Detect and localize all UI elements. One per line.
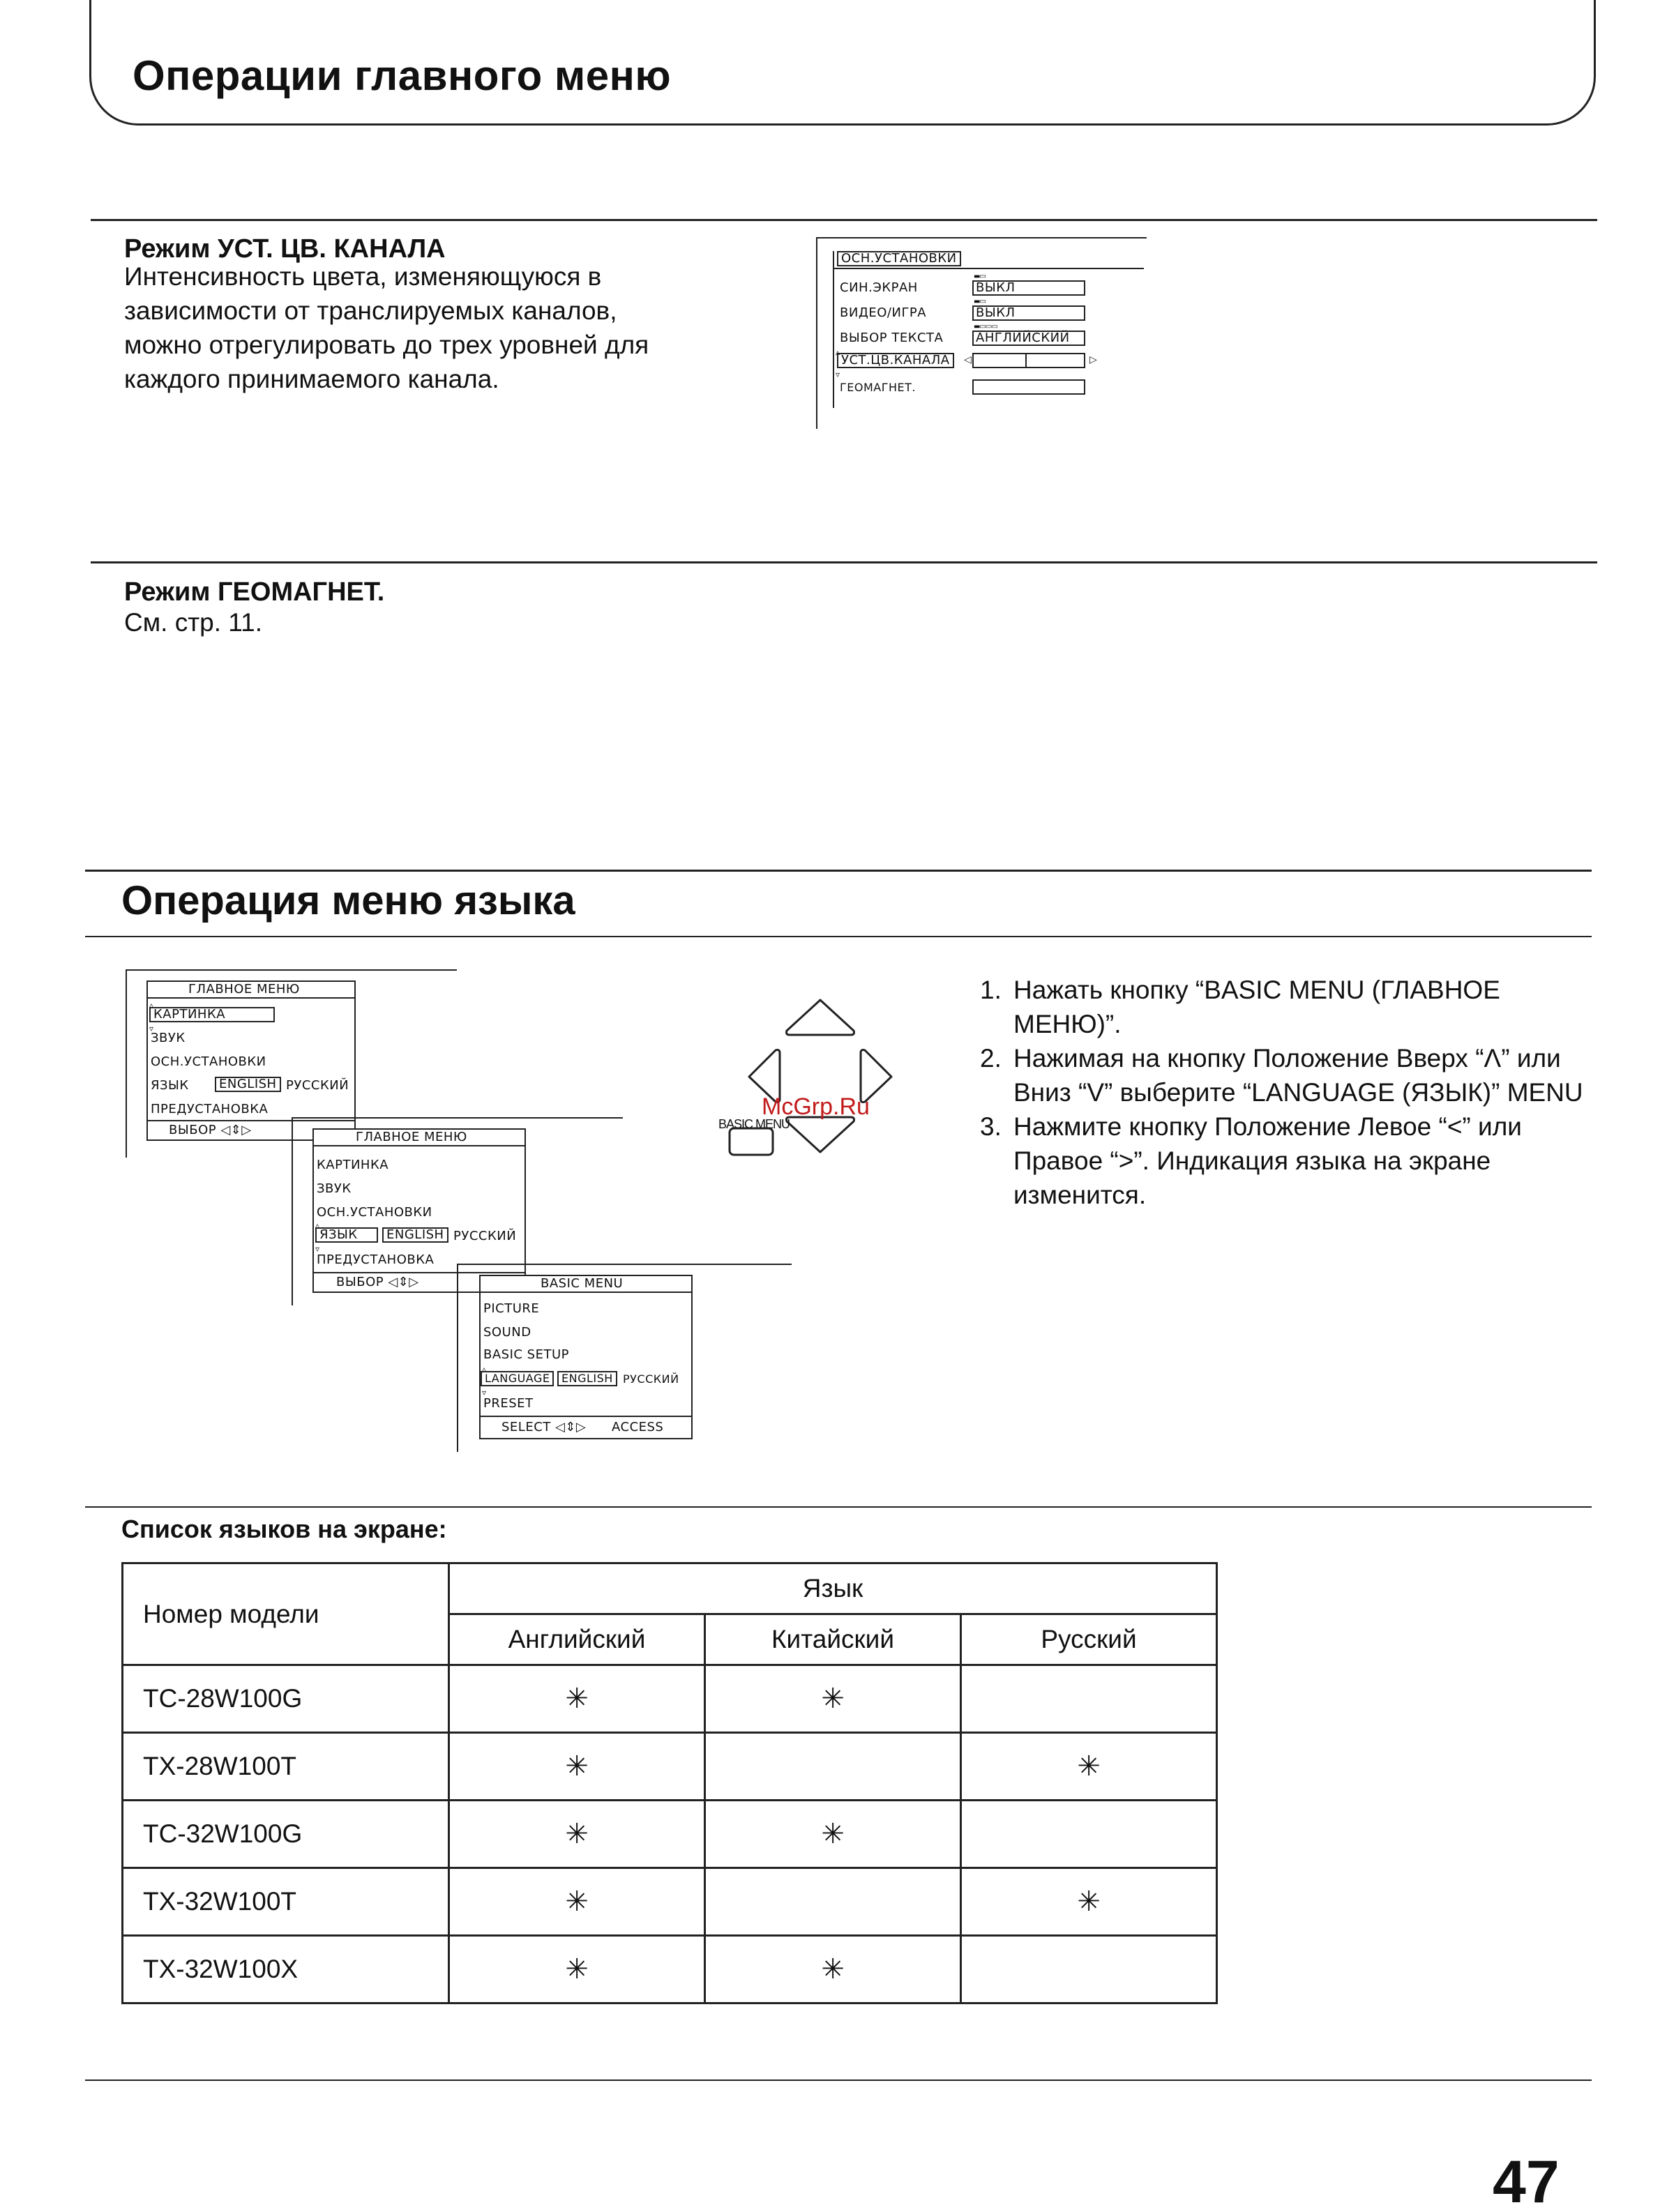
- osd-basic-footer-select: SELECT ◁⇕▷: [501, 1420, 587, 1434]
- osd-level-icon: ▬▭▭▭: [974, 323, 997, 331]
- step-text: Нажмите кнопку Положение Левое “<” или Правое “>”. Индикация языка на экране изменится.: [1013, 1112, 1522, 1209]
- osd-main-footer: ВЫБОР ◁⇕▷: [336, 1275, 419, 1289]
- table-row: [123, 1665, 1217, 1733]
- osd-lang-option: РУССКИЙ: [286, 1078, 349, 1093]
- osd-lang-option: РУССКИЙ: [623, 1372, 679, 1386]
- up-arrow-icon: ▵: [149, 1000, 154, 1010]
- osd-level-icon: ▬▭: [974, 298, 986, 305]
- osd-main-item: ПРЕДУСТАНОВКА: [317, 1252, 435, 1267]
- model-cell: TX-28W100T: [123, 1733, 449, 1801]
- osd-basic-footer-access: ACCESS: [612, 1420, 664, 1434]
- osd-main-item: ОСН.УСТАНОВКИ: [151, 1054, 266, 1069]
- page-number: 47: [1493, 2149, 1560, 2212]
- osd-setup-label: СИН.ЭКРАН: [840, 280, 918, 295]
- table-row: [123, 1936, 1217, 2003]
- osd-main-item: ЯЗЫК: [151, 1078, 189, 1093]
- step-text: Нажимая на кнопку Положение Вверх “Λ” или Вниз “V” выберите “LANGUAGE (ЯЗЫК)” MENU: [1013, 1044, 1583, 1107]
- osd-main-title: ГЛАВНОЕ МЕНЮ: [356, 1130, 467, 1144]
- mark-cell: ✳: [705, 1936, 961, 2003]
- osd-lang-option: РУССКИЙ: [453, 1229, 517, 1243]
- osd-setup-value: ВЫКЛ: [972, 305, 1085, 321]
- osd-setup-selected: УСТ.ЦВ.КАНАЛА: [837, 353, 954, 368]
- osd-setup-label: ВЫБОР ТЕКСТА: [840, 331, 944, 345]
- osd-main-footer: ВЫБОР ◁⇕▷: [169, 1123, 252, 1137]
- model-cell: TX-32W100T: [123, 1868, 449, 1936]
- mark-cell: ✳: [961, 1733, 1217, 1801]
- osd-setup-label: ГЕОМАГНЕТ.: [840, 381, 916, 394]
- body-line: зависимости от транслируемых каналов,: [124, 296, 617, 325]
- col-language-header: Язык: [449, 1563, 1217, 1614]
- table-row: [123, 1868, 1217, 1936]
- mark-cell: ✳: [705, 1665, 961, 1733]
- step-1: [980, 973, 1608, 1041]
- col-lang-chinese: Китайский: [705, 1614, 961, 1665]
- osd-main-item: ОСН.УСТАНОВКИ: [317, 1205, 432, 1220]
- osd-basic-item: BASIC SETUP: [483, 1347, 570, 1362]
- language-table: [121, 1562, 1218, 2004]
- footer-divider: [85, 2080, 1592, 2081]
- remote-basic-menu-label: BASIC MENU: [718, 1117, 790, 1131]
- section-body-color: [124, 259, 752, 396]
- mark-cell: [961, 1801, 1217, 1868]
- instruction-steps: [980, 973, 1608, 1212]
- osd-basic-menu: [457, 1264, 792, 1452]
- mark-cell: [961, 1665, 1217, 1733]
- osd-basic-item: SOUND: [483, 1325, 531, 1340]
- page-title: Операции главного меню: [133, 52, 672, 99]
- section-divider: [85, 1506, 1592, 1508]
- down-arrow-icon: ▿: [836, 370, 840, 379]
- col-lang-english: Английский: [449, 1614, 705, 1665]
- osd-color-slider: [972, 353, 1085, 368]
- osd-main-selected: ЯЗЫК: [315, 1227, 378, 1243]
- section-heading-language: Операция меню языка: [121, 878, 575, 923]
- osd-geomag-bar: [972, 379, 1085, 395]
- watermark: McGrp.Ru: [762, 1093, 870, 1120]
- mark-cell: ✳: [961, 1868, 1217, 1936]
- mark-cell: ✳: [449, 1936, 705, 2003]
- body-line: можно отрегулировать до трех уровней для: [124, 331, 649, 359]
- osd-basic-selected: LANGUAGE: [481, 1371, 554, 1386]
- table-caption: Список языков на экране:: [121, 1515, 447, 1543]
- section-heading-color: Режим УСТ. ЦВ. КАНАЛА: [124, 234, 446, 264]
- osd-main-item: КАРТИНКА: [317, 1158, 389, 1172]
- right-arrow-icon: ▷: [1089, 354, 1098, 365]
- table-header-row: [123, 1563, 1217, 1614]
- body-line: каждого принимаемого канала.: [124, 365, 499, 393]
- down-arrow-icon: ▿: [315, 1244, 320, 1254]
- mark-cell: [705, 1868, 961, 1936]
- mark-cell: [961, 1936, 1217, 2003]
- mark-cell: [705, 1733, 961, 1801]
- osd-main-item: ЗВУК: [151, 1031, 186, 1045]
- step-2: [980, 1041, 1608, 1109]
- section-divider: [91, 561, 1597, 563]
- down-arrow-icon: ▿: [482, 1388, 487, 1397]
- mark-cell: ✳: [449, 1868, 705, 1936]
- model-cell: TC-32W100G: [123, 1801, 449, 1868]
- left-arrow-icon: ◁: [964, 354, 972, 365]
- down-arrow-icon: ▿: [149, 1024, 154, 1033]
- osd-setup-menu: [816, 237, 1151, 429]
- osd-setup-title: ОСН.УСТАНОВКИ: [837, 251, 961, 266]
- mark-cell: ✳: [449, 1665, 705, 1733]
- osd-lang-option: ENGLISH: [215, 1077, 281, 1092]
- osd-setup-value: АНГЛИЙСКИЙ: [972, 331, 1085, 346]
- section-divider: [91, 219, 1597, 221]
- mark-cell: ✳: [705, 1801, 961, 1868]
- model-cell: TC-28W100G: [123, 1665, 449, 1733]
- osd-main-item: ЗВУК: [317, 1181, 352, 1196]
- mark-cell: ✳: [449, 1733, 705, 1801]
- osd-setup-value: ВЫКЛ: [972, 280, 1085, 296]
- step-text: Нажать кнопку “BASIC MENU (ГЛАВНОЕ МЕНЮ)”.: [1013, 976, 1500, 1038]
- osd-setup-label: ВИДЕО/ИГРА: [840, 305, 927, 320]
- up-arrow-icon: ▵: [836, 347, 840, 357]
- table-row: [123, 1801, 1217, 1868]
- table-row: [123, 1733, 1217, 1801]
- osd-main-selected: КАРТИНКА: [149, 1007, 275, 1022]
- step-3: [980, 1109, 1608, 1212]
- osd-level-icon: ▬▭: [974, 273, 986, 280]
- step-number: 3.: [980, 1112, 1002, 1141]
- section-divider: [85, 936, 1592, 937]
- up-arrow-icon: ▵: [315, 1220, 320, 1230]
- osd-main-item: ПРЕДУСТАНОВКА: [151, 1102, 269, 1116]
- osd-basic-item: PRESET: [483, 1396, 534, 1411]
- osd-lang-option: ENGLISH: [382, 1227, 448, 1243]
- model-cell: TX-32W100X: [123, 1936, 449, 2003]
- step-number: 1.: [980, 976, 1002, 1004]
- col-lang-russian: Русский: [961, 1614, 1217, 1665]
- osd-lang-option: ENGLISH: [557, 1371, 617, 1386]
- osd-basic-item: PICTURE: [483, 1301, 540, 1316]
- body-line: Интенсивность цвета, изменяющуюся в: [124, 262, 602, 291]
- up-arrow-icon: ▵: [482, 1364, 487, 1374]
- section-heading-geomag: Режим ГЕОМАГНЕТ.: [124, 577, 385, 607]
- osd-basic-title: BASIC MENU: [541, 1276, 624, 1291]
- up-button-icon: [787, 1000, 854, 1035]
- basic-menu-button-icon: [730, 1128, 773, 1155]
- col-model-header: Номер модели: [123, 1563, 449, 1665]
- section-body-geomag: См. стр. 11.: [124, 608, 262, 637]
- step-number: 2.: [980, 1044, 1002, 1073]
- osd-main-title: ГЛАВНОЕ МЕНЮ: [188, 982, 300, 997]
- mark-cell: ✳: [449, 1801, 705, 1868]
- section-divider: [85, 870, 1592, 872]
- remote-arrow-pad: [711, 990, 942, 1185]
- down-button-icon: [787, 1117, 854, 1152]
